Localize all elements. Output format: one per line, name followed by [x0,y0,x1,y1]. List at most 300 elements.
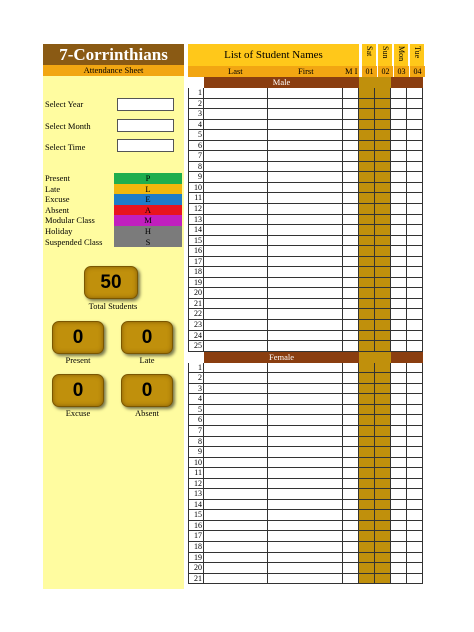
last-name-cell[interactable] [204,151,268,162]
middle-initial-cell[interactable] [343,88,359,99]
attendance-cell[interactable] [391,151,407,162]
attendance-cell[interactable] [375,236,391,247]
last-name-cell[interactable] [204,183,268,194]
attendance-cell[interactable] [407,225,423,236]
attendance-cell[interactable] [407,384,423,395]
attendance-cell[interactable] [407,373,423,384]
attendance-cell[interactable] [375,225,391,236]
attendance-cell[interactable] [359,574,375,585]
attendance-cell[interactable] [391,246,407,257]
first-name-cell[interactable] [268,183,343,194]
attendance-cell[interactable] [407,151,423,162]
middle-initial-cell[interactable] [343,267,359,278]
attendance-cell[interactable] [375,172,391,183]
last-name-cell[interactable] [204,415,268,426]
attendance-cell[interactable] [359,288,375,299]
first-name-cell[interactable] [268,309,343,320]
last-name-cell[interactable] [204,426,268,437]
middle-initial-cell[interactable] [343,458,359,469]
attendance-cell[interactable] [391,479,407,490]
last-name-cell[interactable] [204,309,268,320]
attendance-cell[interactable] [407,363,423,374]
middle-initial-cell[interactable] [343,130,359,141]
attendance-cell[interactable] [359,320,375,331]
middle-initial-cell[interactable] [343,363,359,374]
attendance-cell[interactable] [391,458,407,469]
attendance-cell[interactable] [359,236,375,247]
last-name-cell[interactable] [204,267,268,278]
attendance-cell[interactable] [359,479,375,490]
attendance-cell[interactable] [407,204,423,215]
last-name-cell[interactable] [204,236,268,247]
attendance-cell[interactable] [359,363,375,374]
attendance-cell[interactable] [359,183,375,194]
attendance-cell[interactable] [375,288,391,299]
first-name-cell[interactable] [268,99,343,110]
attendance-cell[interactable] [407,405,423,416]
last-name-cell[interactable] [204,542,268,553]
middle-initial-cell[interactable] [343,183,359,194]
attendance-cell[interactable] [407,99,423,110]
middle-initial-cell[interactable] [343,468,359,479]
attendance-cell[interactable] [375,267,391,278]
middle-initial-cell[interactable] [343,437,359,448]
attendance-cell[interactable] [359,151,375,162]
attendance-cell[interactable] [391,320,407,331]
attendance-cell[interactable] [375,426,391,437]
attendance-cell[interactable] [391,141,407,152]
attendance-cell[interactable] [391,225,407,236]
first-name-cell[interactable] [268,415,343,426]
attendance-cell[interactable] [391,183,407,194]
attendance-cell[interactable] [407,542,423,553]
attendance-cell[interactable] [391,215,407,226]
attendance-cell[interactable] [375,341,391,352]
attendance-cell[interactable] [391,299,407,310]
last-name-cell[interactable] [204,109,268,120]
middle-initial-cell[interactable] [343,489,359,500]
middle-initial-cell[interactable] [343,99,359,110]
attendance-cell[interactable] [359,99,375,110]
last-name-cell[interactable] [204,574,268,585]
attendance-cell[interactable] [375,215,391,226]
attendance-cell[interactable] [391,563,407,574]
last-name-cell[interactable] [204,130,268,141]
attendance-cell[interactable] [359,415,375,426]
attendance-cell[interactable] [375,405,391,416]
last-name-cell[interactable] [204,204,268,215]
attendance-cell[interactable] [391,521,407,532]
first-name-cell[interactable] [268,458,343,469]
attendance-cell[interactable] [391,257,407,268]
attendance-cell[interactable] [391,109,407,120]
last-name-cell[interactable] [204,162,268,173]
middle-initial-cell[interactable] [343,141,359,152]
attendance-cell[interactable] [407,531,423,542]
first-name-cell[interactable] [268,278,343,289]
attendance-cell[interactable] [375,437,391,448]
attendance-cell[interactable] [407,574,423,585]
last-name-cell[interactable] [204,447,268,458]
attendance-cell[interactable] [407,563,423,574]
attendance-cell[interactable] [391,415,407,426]
last-name-cell[interactable] [204,172,268,183]
first-name-cell[interactable] [268,468,343,479]
attendance-cell[interactable] [407,299,423,310]
attendance-cell[interactable] [375,151,391,162]
attendance-cell[interactable] [359,109,375,120]
attendance-cell[interactable] [391,447,407,458]
attendance-cell[interactable] [407,88,423,99]
middle-initial-cell[interactable] [343,172,359,183]
last-name-cell[interactable] [204,88,268,99]
middle-initial-cell[interactable] [343,236,359,247]
attendance-cell[interactable] [407,193,423,204]
attendance-cell[interactable] [375,447,391,458]
last-name-cell[interactable] [204,257,268,268]
attendance-cell[interactable] [375,415,391,426]
first-name-cell[interactable] [268,109,343,120]
middle-initial-cell[interactable] [343,373,359,384]
attendance-cell[interactable] [391,130,407,141]
last-name-cell[interactable] [204,299,268,310]
first-name-cell[interactable] [268,510,343,521]
first-name-cell[interactable] [268,215,343,226]
attendance-cell[interactable] [407,331,423,342]
middle-initial-cell[interactable] [343,479,359,490]
attendance-cell[interactable] [359,553,375,564]
attendance-cell[interactable] [359,394,375,405]
attendance-cell[interactable] [407,510,423,521]
first-name-cell[interactable] [268,531,343,542]
attendance-cell[interactable] [359,437,375,448]
last-name-cell[interactable] [204,531,268,542]
first-name-cell[interactable] [268,447,343,458]
attendance-cell[interactable] [375,458,391,469]
first-name-cell[interactable] [268,257,343,268]
first-name-cell[interactable] [268,489,343,500]
middle-initial-cell[interactable] [343,162,359,173]
attendance-cell[interactable] [375,88,391,99]
attendance-cell[interactable] [391,309,407,320]
attendance-cell[interactable] [375,363,391,374]
attendance-cell[interactable] [407,521,423,532]
attendance-cell[interactable] [359,447,375,458]
first-name-cell[interactable] [268,373,343,384]
first-name-cell[interactable] [268,500,343,511]
attendance-cell[interactable] [375,331,391,342]
first-name-cell[interactable] [268,151,343,162]
attendance-cell[interactable] [391,437,407,448]
first-name-cell[interactable] [268,225,343,236]
attendance-cell[interactable] [359,384,375,395]
attendance-cell[interactable] [407,553,423,564]
attendance-cell[interactable] [375,278,391,289]
attendance-cell[interactable] [359,162,375,173]
attendance-cell[interactable] [359,531,375,542]
attendance-cell[interactable] [375,574,391,585]
middle-initial-cell[interactable] [343,394,359,405]
attendance-cell[interactable] [391,193,407,204]
attendance-cell[interactable] [375,309,391,320]
attendance-cell[interactable] [375,553,391,564]
attendance-cell[interactable] [375,193,391,204]
middle-initial-cell[interactable] [343,384,359,395]
first-name-cell[interactable] [268,120,343,131]
middle-initial-cell[interactable] [343,447,359,458]
last-name-cell[interactable] [204,120,268,131]
first-name-cell[interactable] [268,405,343,416]
attendance-cell[interactable] [407,141,423,152]
select-year-input[interactable] [117,98,174,111]
first-name-cell[interactable] [268,162,343,173]
middle-initial-cell[interactable] [343,341,359,352]
attendance-cell[interactable] [375,246,391,257]
first-name-cell[interactable] [268,574,343,585]
attendance-cell[interactable] [407,309,423,320]
middle-initial-cell[interactable] [343,553,359,564]
attendance-cell[interactable] [359,141,375,152]
attendance-cell[interactable] [375,141,391,152]
attendance-cell[interactable] [391,236,407,247]
last-name-cell[interactable] [204,215,268,226]
last-name-cell[interactable] [204,384,268,395]
attendance-cell[interactable] [407,288,423,299]
first-name-cell[interactable] [268,363,343,374]
first-name-cell[interactable] [268,437,343,448]
attendance-cell[interactable] [359,204,375,215]
middle-initial-cell[interactable] [343,415,359,426]
middle-initial-cell[interactable] [343,320,359,331]
attendance-cell[interactable] [407,183,423,194]
middle-initial-cell[interactable] [343,521,359,532]
middle-initial-cell[interactable] [343,278,359,289]
last-name-cell[interactable] [204,479,268,490]
attendance-cell[interactable] [375,563,391,574]
attendance-cell[interactable] [359,193,375,204]
last-name-cell[interactable] [204,99,268,110]
attendance-cell[interactable] [359,278,375,289]
attendance-cell[interactable] [359,299,375,310]
middle-initial-cell[interactable] [343,204,359,215]
first-name-cell[interactable] [268,204,343,215]
last-name-cell[interactable] [204,288,268,299]
first-name-cell[interactable] [268,236,343,247]
attendance-cell[interactable] [375,257,391,268]
attendance-cell[interactable] [375,479,391,490]
middle-initial-cell[interactable] [343,309,359,320]
attendance-cell[interactable] [375,183,391,194]
attendance-cell[interactable] [359,341,375,352]
attendance-cell[interactable] [375,531,391,542]
last-name-cell[interactable] [204,458,268,469]
middle-initial-cell[interactable] [343,426,359,437]
first-name-cell[interactable] [268,246,343,257]
select-time-input[interactable] [117,139,174,152]
middle-initial-cell[interactable] [343,405,359,416]
last-name-cell[interactable] [204,320,268,331]
attendance-cell[interactable] [359,172,375,183]
first-name-cell[interactable] [268,172,343,183]
attendance-cell[interactable] [407,458,423,469]
first-name-cell[interactable] [268,563,343,574]
attendance-cell[interactable] [375,384,391,395]
attendance-cell[interactable] [407,320,423,331]
first-name-cell[interactable] [268,130,343,141]
middle-initial-cell[interactable] [343,299,359,310]
attendance-cell[interactable] [375,320,391,331]
attendance-cell[interactable] [359,257,375,268]
attendance-cell[interactable] [359,458,375,469]
middle-initial-cell[interactable] [343,331,359,342]
first-name-cell[interactable] [268,288,343,299]
attendance-cell[interactable] [391,162,407,173]
last-name-cell[interactable] [204,363,268,374]
first-name-cell[interactable] [268,479,343,490]
attendance-cell[interactable] [359,267,375,278]
middle-initial-cell[interactable] [343,574,359,585]
middle-initial-cell[interactable] [343,500,359,511]
last-name-cell[interactable] [204,510,268,521]
attendance-cell[interactable] [391,531,407,542]
attendance-cell[interactable] [375,542,391,553]
attendance-cell[interactable] [391,394,407,405]
attendance-cell[interactable] [359,500,375,511]
attendance-cell[interactable] [375,130,391,141]
attendance-cell[interactable] [359,405,375,416]
first-name-cell[interactable] [268,542,343,553]
attendance-cell[interactable] [407,236,423,247]
last-name-cell[interactable] [204,405,268,416]
middle-initial-cell[interactable] [343,510,359,521]
attendance-cell[interactable] [375,162,391,173]
attendance-cell[interactable] [359,521,375,532]
attendance-cell[interactable] [391,553,407,564]
first-name-cell[interactable] [268,341,343,352]
attendance-cell[interactable] [391,373,407,384]
middle-initial-cell[interactable] [343,257,359,268]
first-name-cell[interactable] [268,88,343,99]
first-name-cell[interactable] [268,331,343,342]
attendance-cell[interactable] [407,394,423,405]
attendance-cell[interactable] [359,120,375,131]
last-name-cell[interactable] [204,141,268,152]
select-month-input[interactable] [117,119,174,132]
attendance-cell[interactable] [375,489,391,500]
last-name-cell[interactable] [204,331,268,342]
attendance-cell[interactable] [375,120,391,131]
middle-initial-cell[interactable] [343,531,359,542]
attendance-cell[interactable] [407,267,423,278]
first-name-cell[interactable] [268,320,343,331]
last-name-cell[interactable] [204,468,268,479]
first-name-cell[interactable] [268,141,343,152]
attendance-cell[interactable] [407,215,423,226]
first-name-cell[interactable] [268,267,343,278]
attendance-cell[interactable] [391,288,407,299]
attendance-cell[interactable] [359,563,375,574]
middle-initial-cell[interactable] [343,109,359,120]
middle-initial-cell[interactable] [343,151,359,162]
attendance-cell[interactable] [359,331,375,342]
attendance-cell[interactable] [375,394,391,405]
attendance-cell[interactable] [391,574,407,585]
attendance-cell[interactable] [407,162,423,173]
last-name-cell[interactable] [204,521,268,532]
attendance-cell[interactable] [407,130,423,141]
attendance-cell[interactable] [391,341,407,352]
last-name-cell[interactable] [204,553,268,564]
attendance-cell[interactable] [391,363,407,374]
attendance-cell[interactable] [375,299,391,310]
middle-initial-cell[interactable] [343,542,359,553]
attendance-cell[interactable] [407,341,423,352]
attendance-cell[interactable] [359,510,375,521]
attendance-cell[interactable] [391,468,407,479]
last-name-cell[interactable] [204,373,268,384]
attendance-cell[interactable] [375,468,391,479]
attendance-cell[interactable] [391,489,407,500]
attendance-cell[interactable] [359,542,375,553]
attendance-cell[interactable] [407,246,423,257]
attendance-cell[interactable] [375,510,391,521]
attendance-cell[interactable] [391,384,407,395]
attendance-cell[interactable] [391,405,407,416]
attendance-cell[interactable] [359,426,375,437]
attendance-cell[interactable] [375,500,391,511]
attendance-cell[interactable] [407,447,423,458]
first-name-cell[interactable] [268,299,343,310]
last-name-cell[interactable] [204,489,268,500]
attendance-cell[interactable] [391,120,407,131]
attendance-cell[interactable] [359,88,375,99]
attendance-cell[interactable] [407,479,423,490]
attendance-cell[interactable] [375,109,391,120]
first-name-cell[interactable] [268,553,343,564]
attendance-cell[interactable] [375,373,391,384]
middle-initial-cell[interactable] [343,120,359,131]
middle-initial-cell[interactable] [343,288,359,299]
attendance-cell[interactable] [407,468,423,479]
first-name-cell[interactable] [268,193,343,204]
last-name-cell[interactable] [204,225,268,236]
attendance-cell[interactable] [391,500,407,511]
attendance-cell[interactable] [359,225,375,236]
attendance-cell[interactable] [359,215,375,226]
middle-initial-cell[interactable] [343,563,359,574]
attendance-cell[interactable] [407,278,423,289]
attendance-cell[interactable] [407,426,423,437]
middle-initial-cell[interactable] [343,246,359,257]
attendance-cell[interactable] [407,415,423,426]
attendance-cell[interactable] [391,88,407,99]
attendance-cell[interactable] [375,99,391,110]
middle-initial-cell[interactable] [343,215,359,226]
first-name-cell[interactable] [268,394,343,405]
attendance-cell[interactable] [359,468,375,479]
attendance-cell[interactable] [407,500,423,511]
middle-initial-cell[interactable] [343,225,359,236]
attendance-cell[interactable] [391,510,407,521]
attendance-cell[interactable] [391,172,407,183]
attendance-cell[interactable] [391,204,407,215]
attendance-cell[interactable] [407,257,423,268]
last-name-cell[interactable] [204,500,268,511]
attendance-cell[interactable] [391,99,407,110]
first-name-cell[interactable] [268,384,343,395]
attendance-cell[interactable] [407,109,423,120]
last-name-cell[interactable] [204,394,268,405]
